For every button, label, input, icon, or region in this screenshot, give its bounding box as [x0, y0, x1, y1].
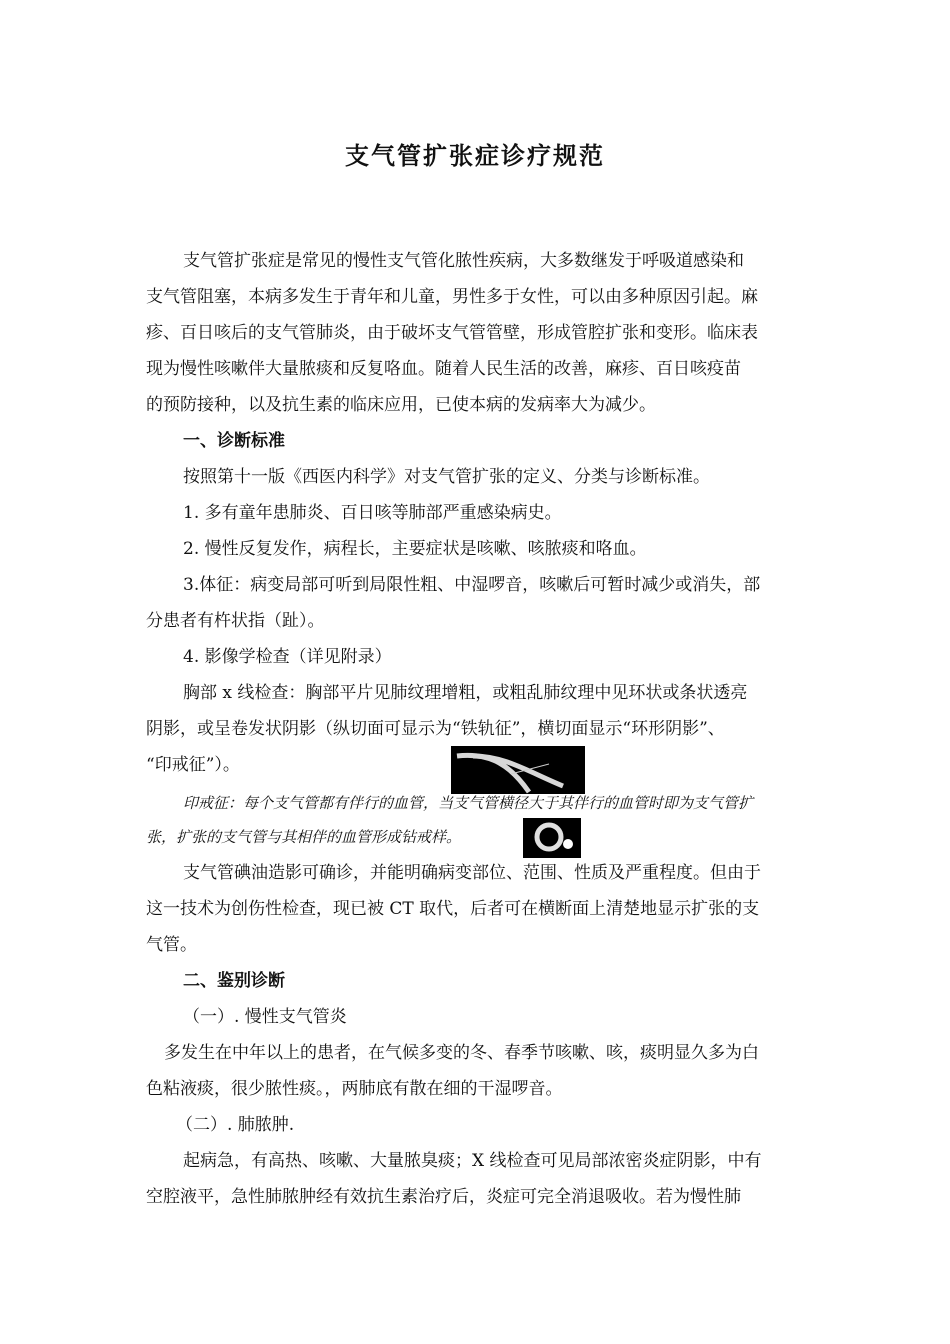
diagnosis-basis: 按照第十一版《西医内科学》对支气管扩张的定义、分类与诊断标准。: [183, 467, 710, 487]
bronchography-text: 气管。: [146, 935, 197, 955]
intro-line: 支气管阻塞，本病多发生于青年和儿童，男性多于女性，可以由多种原因引起。麻: [146, 287, 758, 307]
signet-ring-note: 张，扩张的支气管与其相伴的血管形成钻戒样。: [146, 828, 462, 846]
criteria-item-1: 1. 多有童年患肺炎、百日咳等肺部严重感染病史。: [183, 503, 562, 523]
intro-line: 现为慢性咳嗽伴大量脓痰和反复咯血。随着人民生活的改善，麻疹、百日咳疫苗: [146, 359, 741, 379]
subheading-chronic-bronchitis: （一）. 慢性支气管炎: [183, 1007, 347, 1027]
chronic-bronchitis-text: 多发生在中年以上的患者，在气候多变的冬、春季节咳嗽、咳，痰明显久多为白: [164, 1043, 759, 1063]
xray-text: “印戒征”）。: [146, 755, 240, 775]
chronic-bronchitis-text: 色粘液痰，很少脓性痰。，两肺底有散在细的干湿啰音。: [146, 1079, 563, 1099]
section-heading-differential: 二、鉴别诊断: [183, 971, 285, 991]
criteria-item-4: 4. 影像学检查（详见附录）: [183, 647, 392, 667]
intro-line: 的预防接种，以及抗生素的临床应用，已使本病的发病率大为减少。: [146, 395, 656, 415]
bronchography-text: 这一技术为创伤性检查，现已被 CT 取代，后者可在横断面上清楚地显示扩张的支: [146, 899, 760, 919]
signet-ring-sign-image: [523, 818, 581, 858]
section-heading-diagnosis: 一、诊断标准: [183, 431, 285, 451]
bronchography-text: 支气管碘油造影可确诊，并能明确病变部位、范围、性质及严重程度。但由于: [183, 863, 761, 883]
tram-track-sign-image: [451, 746, 585, 794]
criteria-item-3: 3.体征：病变局部可听到局限性粗、中湿啰音，咳嗽后可暂时减少或消失，部: [183, 575, 761, 595]
xray-text: 阴影，或呈卷发状阴影（纵切面可显示为“铁轨征”，横切面显示“环形阴影”、: [146, 719, 725, 739]
intro-line: 疹、百日咳后的支气管肺炎，由于破坏支气管管壁，形成管腔扩张和变形。临床表: [146, 323, 758, 343]
signet-ring-note: 印戒征：每个支气管都有伴行的血管，当支气管横径大于其伴行的血管时即为支气管扩: [183, 794, 754, 812]
lung-abscess-text: 起病急，有高热、咳嗽、大量脓臭痰；X 线检查可见局部浓密炎症阴影，中有: [183, 1151, 762, 1171]
lung-abscess-text: 空腔液平，急性肺脓肿经有效抗生素治疗后，炎症可完全消退吸收。若为慢性肺: [146, 1187, 741, 1207]
subheading-lung-abscess: （二）. 肺脓肿.: [176, 1115, 295, 1135]
criteria-item-3-cont: 分患者有杵状指（趾）。: [146, 611, 325, 631]
intro-line: 支气管扩张症是常见的慢性支气管化脓性疾病，大多数继发于呼吸道感染和: [183, 251, 744, 271]
page-title: 支气管扩张症诊疗规范: [345, 142, 605, 170]
xray-text: 胸部 x 线检查：胸部平片见肺纹理增粗，或粗乱肺纹理中见环状或条状透亮: [183, 683, 748, 703]
criteria-item-2: 2. 慢性反复发作，病程长，主要症状是咳嗽、咳脓痰和咯血。: [183, 539, 647, 559]
